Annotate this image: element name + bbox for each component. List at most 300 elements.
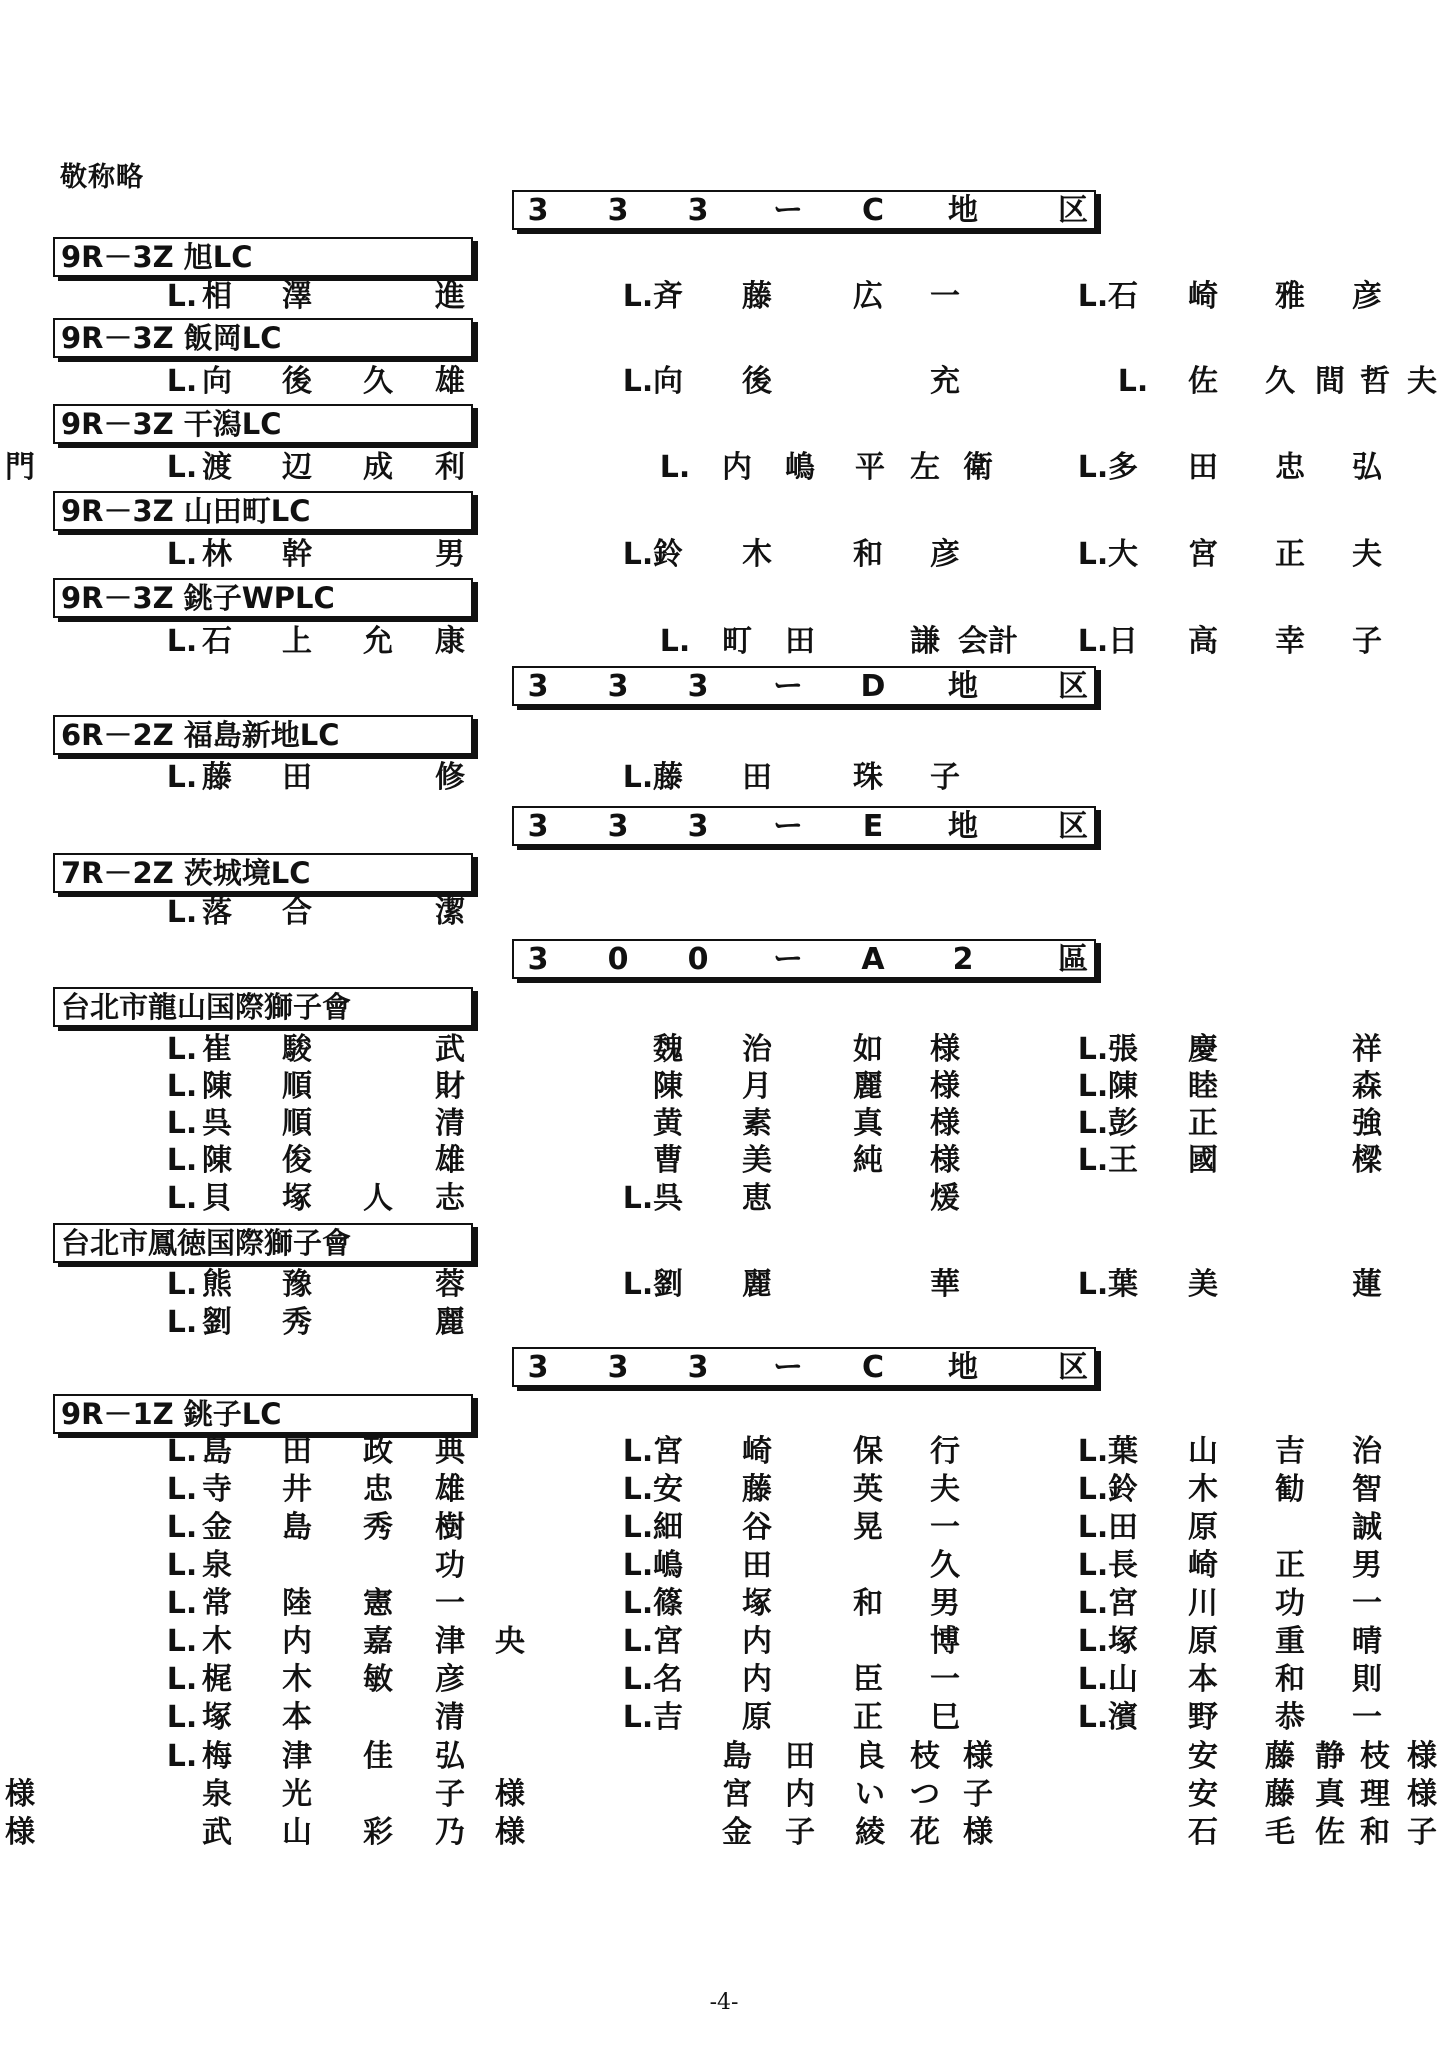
name-glyph: 様 [930,1069,960,1104]
name-glyph: 和 [1360,1815,1390,1850]
name-glyph: 子 [1352,624,1382,659]
name-glyph: 様 [495,1815,525,1850]
name-glyph: 濱 [1108,1700,1138,1735]
district-glyph: ー [773,193,803,228]
name-glyph: 崎 [742,1434,772,1469]
name-glyph: 後 [282,364,312,399]
name-glyph: 人 [363,1181,393,1216]
district-glyph: 3 [527,1350,549,1385]
name-glyph: 雅 [1275,279,1305,314]
name-glyph: 志 [435,1181,465,1216]
name-glyph: 田 [785,1739,815,1774]
name-glyph: 一 [1352,1586,1382,1621]
name-glyph: 様 [963,1739,993,1774]
name-glyph: 忠 [1275,450,1305,485]
lion-prefix: L. [166,1624,198,1659]
lion-prefix: L. [166,1472,198,1507]
name-glyph: 行 [930,1434,960,1469]
lion-prefix: L. [166,364,198,399]
name-glyph: 静 [1315,1739,1345,1774]
name-glyph: 安 [1188,1777,1218,1812]
lion-prefix: L. [1077,1624,1109,1659]
lion-prefix: L. [622,1510,654,1545]
lion-prefix: L. [622,1662,654,1697]
name-glyph: 巳 [930,1700,960,1735]
name-glyph: 幸 [1275,624,1305,659]
name-glyph: 嶋 [653,1548,683,1583]
name-glyph: 陳 [1108,1069,1138,1104]
name-glyph: 相 [202,279,232,314]
name-glyph: 政 [363,1434,393,1469]
name-glyph: 哲 [1360,364,1390,399]
district-glyph: E [862,809,884,844]
name-glyph: 陳 [202,1143,232,1178]
lion-prefix: L. [1077,1472,1109,1507]
lion-prefix: L. [1117,364,1149,399]
name-glyph: 順 [282,1106,312,1141]
name-glyph: 一 [930,1510,960,1545]
name-glyph: 成 [363,450,393,485]
name-glyph: 恭 [1275,1700,1305,1735]
member-row [0,1030,1448,1070]
district-glyph: ー [773,1350,803,1385]
name-glyph: 煖 [930,1181,960,1216]
name-glyph: 秀 [282,1305,312,1340]
name-glyph: 原 [742,1700,772,1735]
district-header [512,1347,1096,1387]
name-glyph: 泉 [202,1777,232,1812]
name-glyph: 麗 [742,1267,772,1302]
district-glyph: 3 [687,809,709,844]
name-glyph: 駿 [282,1032,312,1067]
name-glyph: 夫 [930,1472,960,1507]
lion-prefix: L. [622,537,654,572]
name-glyph: 山 [1108,1662,1138,1697]
district-glyph: 区 [1058,809,1088,844]
name-glyph: 臣 [853,1662,883,1697]
name-glyph: 則 [1352,1662,1382,1697]
name-glyph: 落 [202,895,232,930]
name-glyph: 憲 [363,1586,393,1621]
lion-prefix: L. [622,364,654,399]
name-glyph: 子 [963,1777,993,1812]
name-glyph: 陸 [282,1586,312,1621]
name-glyph: 真 [853,1106,883,1141]
name-glyph: 彭 [1108,1106,1138,1141]
lion-prefix: L. [166,1434,198,1469]
name-glyph: 石 [202,624,232,659]
name-glyph: 充 [930,364,960,399]
name-glyph: 田 [282,1434,312,1469]
name-glyph: 蓉 [435,1267,465,1302]
name-glyph: い [855,1777,885,1812]
name-glyph: 宮 [1108,1586,1138,1621]
name-glyph: 向 [202,364,232,399]
name-glyph: 原 [1188,1510,1218,1545]
district-glyph: D [860,669,886,704]
name-glyph: 野 [1188,1700,1218,1735]
name-glyph: 呉 [653,1181,683,1216]
name-glyph: 塚 [1108,1624,1138,1659]
name-glyph: 会計 [958,624,1018,659]
club-header: 9R－3Z 旭LC [53,237,473,277]
name-glyph: 宮 [1188,537,1218,572]
member-row [0,362,1448,402]
name-glyph: 治 [742,1032,772,1067]
name-glyph: 塚 [742,1586,772,1621]
lion-prefix: L. [622,1472,654,1507]
name-glyph: 内 [742,1624,772,1659]
district-glyph: ー [773,669,803,704]
district-glyph: 0 [687,942,709,977]
district-glyph: 3 [687,669,709,704]
member-row [0,1470,1448,1510]
name-glyph: 金 [722,1815,752,1850]
district-glyph: 区 [1058,669,1088,704]
name-glyph: 黄 [653,1106,683,1141]
name-glyph: 本 [282,1700,312,1735]
name-glyph: 様 [930,1106,960,1141]
name-glyph: 彦 [435,1662,465,1697]
name-glyph: 長 [1108,1548,1138,1583]
name-glyph: 島 [282,1510,312,1545]
name-glyph: 子 [435,1777,465,1812]
name-glyph: 彩 [363,1815,393,1850]
member-row [0,1622,1448,1662]
lion-prefix: L. [166,760,198,795]
name-glyph: 泉 [202,1548,232,1583]
name-glyph: 日 [1108,624,1138,659]
name-glyph: 武 [202,1815,232,1850]
name-glyph: 正 [853,1700,883,1735]
district-header [512,666,1096,706]
name-glyph: 誠 [1352,1510,1382,1545]
district-glyph: 地 [948,669,978,704]
name-glyph: 功 [1275,1586,1305,1621]
member-row [0,1067,1448,1107]
name-glyph: 睦 [1188,1069,1218,1104]
name-glyph: 豫 [282,1267,312,1302]
name-glyph: 田 [742,760,772,795]
name-glyph: つ [910,1777,940,1812]
name-glyph: 武 [435,1032,465,1067]
lion-prefix: L. [622,1434,654,1469]
lion-prefix: L. [166,537,198,572]
name-glyph: 内 [282,1624,312,1659]
name-glyph: 枝 [1360,1739,1390,1774]
name-glyph: 貝 [202,1181,232,1216]
member-row [0,1737,1448,1777]
member-row [0,535,1448,575]
lion-prefix: L. [166,1510,198,1545]
name-glyph: 久 [1265,364,1295,399]
name-glyph: 上 [282,624,312,659]
name-glyph: 一 [930,279,960,314]
lion-prefix: L. [166,895,198,930]
name-glyph: 劉 [202,1305,232,1340]
name-glyph: 正 [1188,1106,1218,1141]
district-glyph: 3 [687,1350,709,1385]
name-glyph: 森 [1352,1069,1382,1104]
name-glyph: 珠 [853,760,883,795]
district-glyph: C [861,193,885,228]
lion-prefix: L. [166,279,198,314]
member-row [0,1508,1448,1548]
lion-prefix: L. [1077,1069,1109,1104]
name-glyph: 忠 [363,1472,393,1507]
name-glyph: 和 [853,1586,883,1621]
name-glyph: 林 [202,537,232,572]
name-glyph: 理 [1360,1777,1390,1812]
district-glyph: A [861,942,885,977]
name-glyph: 慶 [1188,1032,1218,1067]
member-row [0,1265,1448,1305]
name-glyph: 内 [722,450,752,485]
club-header: 9R－3Z 飯岡LC [53,318,473,358]
name-glyph: 熊 [202,1267,232,1302]
name-glyph: 本 [1188,1662,1218,1697]
name-glyph: 吉 [653,1700,683,1735]
name-glyph: 樹 [435,1510,465,1545]
name-glyph: 後 [742,364,772,399]
lion-prefix: L. [1077,624,1109,659]
name-glyph: 陳 [202,1069,232,1104]
name-glyph: 男 [930,1586,960,1621]
name-glyph: 内 [785,1777,815,1812]
name-glyph: 彦 [1352,279,1382,314]
name-glyph: 康 [435,624,465,659]
member-row [0,1584,1448,1624]
name-glyph: 吉 [1275,1434,1305,1469]
name-glyph: 安 [1188,1739,1218,1774]
name-glyph: 金 [202,1510,232,1545]
name-glyph: 様 [495,1777,525,1812]
name-glyph: 清 [435,1106,465,1141]
name-glyph: 進 [435,279,465,314]
name-glyph: 夫 [1407,364,1437,399]
lion-prefix: L. [1077,1700,1109,1735]
name-glyph: 陳 [653,1069,683,1104]
lion-prefix: L. [166,1106,198,1141]
name-glyph: 田 [282,760,312,795]
name-glyph: 俊 [282,1143,312,1178]
name-glyph: 鈴 [1108,1472,1138,1507]
name-glyph: 花 [910,1815,940,1850]
lion-prefix: L. [166,450,198,485]
lion-prefix: L. [166,1069,198,1104]
lion-prefix: L. [1077,1267,1109,1302]
district-glyph: 3 [607,193,629,228]
lion-prefix: L. [622,1548,654,1583]
member-row [0,1303,1448,1343]
name-glyph: 嘉 [363,1624,393,1659]
name-glyph: 允 [363,624,393,659]
lion-prefix: L. [1077,1434,1109,1469]
member-row [0,1179,1448,1219]
name-glyph: 真 [1315,1777,1345,1812]
name-glyph: 様 [5,1777,35,1812]
name-glyph: 衛 [963,450,993,485]
name-glyph: 藤 [1265,1739,1295,1774]
name-glyph: 順 [282,1069,312,1104]
name-glyph: 木 [1188,1472,1218,1507]
club-header: 台北市龍山国際獅子會 [53,987,473,1027]
name-glyph: 華 [930,1267,960,1302]
name-glyph: 葉 [1108,1434,1138,1469]
name-glyph: 常 [202,1586,232,1621]
district-glyph: 3 [527,193,549,228]
name-glyph: 石 [1188,1815,1218,1850]
name-glyph: 乃 [435,1815,465,1850]
name-glyph: 樑 [1352,1143,1382,1178]
district-header [512,806,1096,846]
name-glyph: 高 [1188,624,1218,659]
name-glyph: 麗 [435,1305,465,1340]
name-glyph: 典 [435,1434,465,1469]
name-glyph: 様 [5,1815,35,1850]
name-glyph: 左 [910,450,940,485]
lion-prefix: L. [166,1700,198,1735]
name-glyph: 崔 [202,1032,232,1067]
lion-prefix: L. [166,1305,198,1340]
name-glyph: 光 [282,1777,312,1812]
name-glyph: 藤 [202,760,232,795]
district-header [512,939,1096,979]
district-glyph: 3 [607,669,629,704]
lion-prefix: L. [166,1032,198,1067]
name-glyph: 和 [1275,1662,1305,1697]
district-glyph: 3 [527,942,549,977]
name-glyph: 井 [282,1472,312,1507]
lion-prefix: L. [659,624,691,659]
name-glyph: 田 [742,1548,772,1583]
name-glyph: 塚 [282,1181,312,1216]
name-glyph: 澤 [282,279,312,314]
name-glyph: 子 [930,760,960,795]
name-glyph: 和 [853,537,883,572]
name-glyph: 広 [853,279,883,314]
club-header: 9R－3Z 干潟LC [53,404,473,444]
lion-prefix: L. [622,1267,654,1302]
district-glyph: 3 [607,809,629,844]
name-glyph: 寺 [202,1472,232,1507]
district-glyph: ー [773,942,803,977]
name-glyph: 細 [653,1510,683,1545]
name-glyph: 枝 [910,1739,940,1774]
member-row [0,1660,1448,1700]
name-glyph: 様 [930,1143,960,1178]
lion-prefix: L. [1077,1662,1109,1697]
name-glyph: 大 [1108,537,1138,572]
name-glyph: 佐 [1188,364,1218,399]
name-glyph: 川 [1188,1586,1218,1621]
club-header: 9R－3Z 銚子WPLC [53,578,473,618]
name-glyph: 敏 [363,1662,393,1697]
member-row [0,622,1448,662]
member-row [0,448,1448,488]
club-header: 6R－2Z 福島新地LC [53,715,473,755]
lion-prefix: L. [166,624,198,659]
name-glyph: 清 [435,1700,465,1735]
name-glyph: 謙 [910,624,940,659]
district-glyph: C [861,1350,885,1385]
name-glyph: 子 [1407,1815,1437,1850]
district-glyph: 3 [527,809,549,844]
name-glyph: 田 [1108,1510,1138,1545]
name-glyph: 梶 [202,1662,232,1697]
name-glyph: 佐 [1315,1815,1345,1850]
district-glyph: 地 [948,193,978,228]
name-glyph: 久 [363,364,393,399]
name-glyph: 宮 [653,1624,683,1659]
lion-prefix: L. [622,760,654,795]
name-glyph: 呉 [202,1106,232,1141]
name-glyph: 津 [435,1624,465,1659]
name-glyph: 幹 [282,537,312,572]
lion-prefix: L. [1077,1510,1109,1545]
name-glyph: 田 [1188,450,1218,485]
lion-prefix: L. [1077,537,1109,572]
name-glyph: 内 [742,1662,772,1697]
name-glyph: 山 [282,1815,312,1850]
name-glyph: 蓮 [1352,1267,1382,1302]
district-header [512,190,1096,230]
name-glyph: 功 [435,1548,465,1583]
name-glyph: 向 [653,364,683,399]
district-glyph: 地 [948,809,978,844]
name-glyph: 鈴 [653,537,683,572]
name-glyph: 平 [855,450,885,485]
lion-prefix: L. [622,1700,654,1735]
member-row [0,1141,1448,1181]
name-glyph: 晴 [1352,1624,1382,1659]
name-glyph: 正 [1275,537,1305,572]
name-glyph: 篠 [653,1586,683,1621]
name-glyph: 弘 [435,1739,465,1774]
member-row [0,758,1448,798]
name-glyph: 様 [930,1032,960,1067]
page-number: -4- [709,1990,739,2015]
name-glyph: 様 [963,1815,993,1850]
name-glyph: 修 [435,760,465,795]
name-glyph: 美 [742,1143,772,1178]
name-glyph: 治 [1352,1434,1382,1469]
name-glyph: 毛 [1265,1815,1295,1850]
name-glyph: 利 [435,450,465,485]
name-glyph: 斉 [653,279,683,314]
name-glyph: 雄 [435,1472,465,1507]
lion-prefix: L. [1077,450,1109,485]
name-glyph: 島 [202,1434,232,1469]
name-glyph: 保 [853,1434,883,1469]
name-glyph: 藤 [1265,1777,1295,1812]
name-glyph: 祥 [1352,1032,1382,1067]
name-glyph: 谷 [742,1510,772,1545]
name-glyph: 田 [785,624,815,659]
club-header: 7R－2Z 茨城境LC [53,853,473,893]
lion-prefix: L. [622,1181,654,1216]
name-glyph: 塚 [202,1700,232,1735]
name-glyph: 一 [435,1586,465,1621]
lion-prefix: L. [1077,1032,1109,1067]
name-glyph: 一 [930,1662,960,1697]
member-row [0,1775,1448,1815]
name-glyph: 魏 [653,1032,683,1067]
name-glyph: 美 [1188,1267,1218,1302]
name-glyph: 山 [1188,1434,1218,1469]
name-glyph: 辺 [282,450,312,485]
name-glyph: 英 [853,1472,883,1507]
